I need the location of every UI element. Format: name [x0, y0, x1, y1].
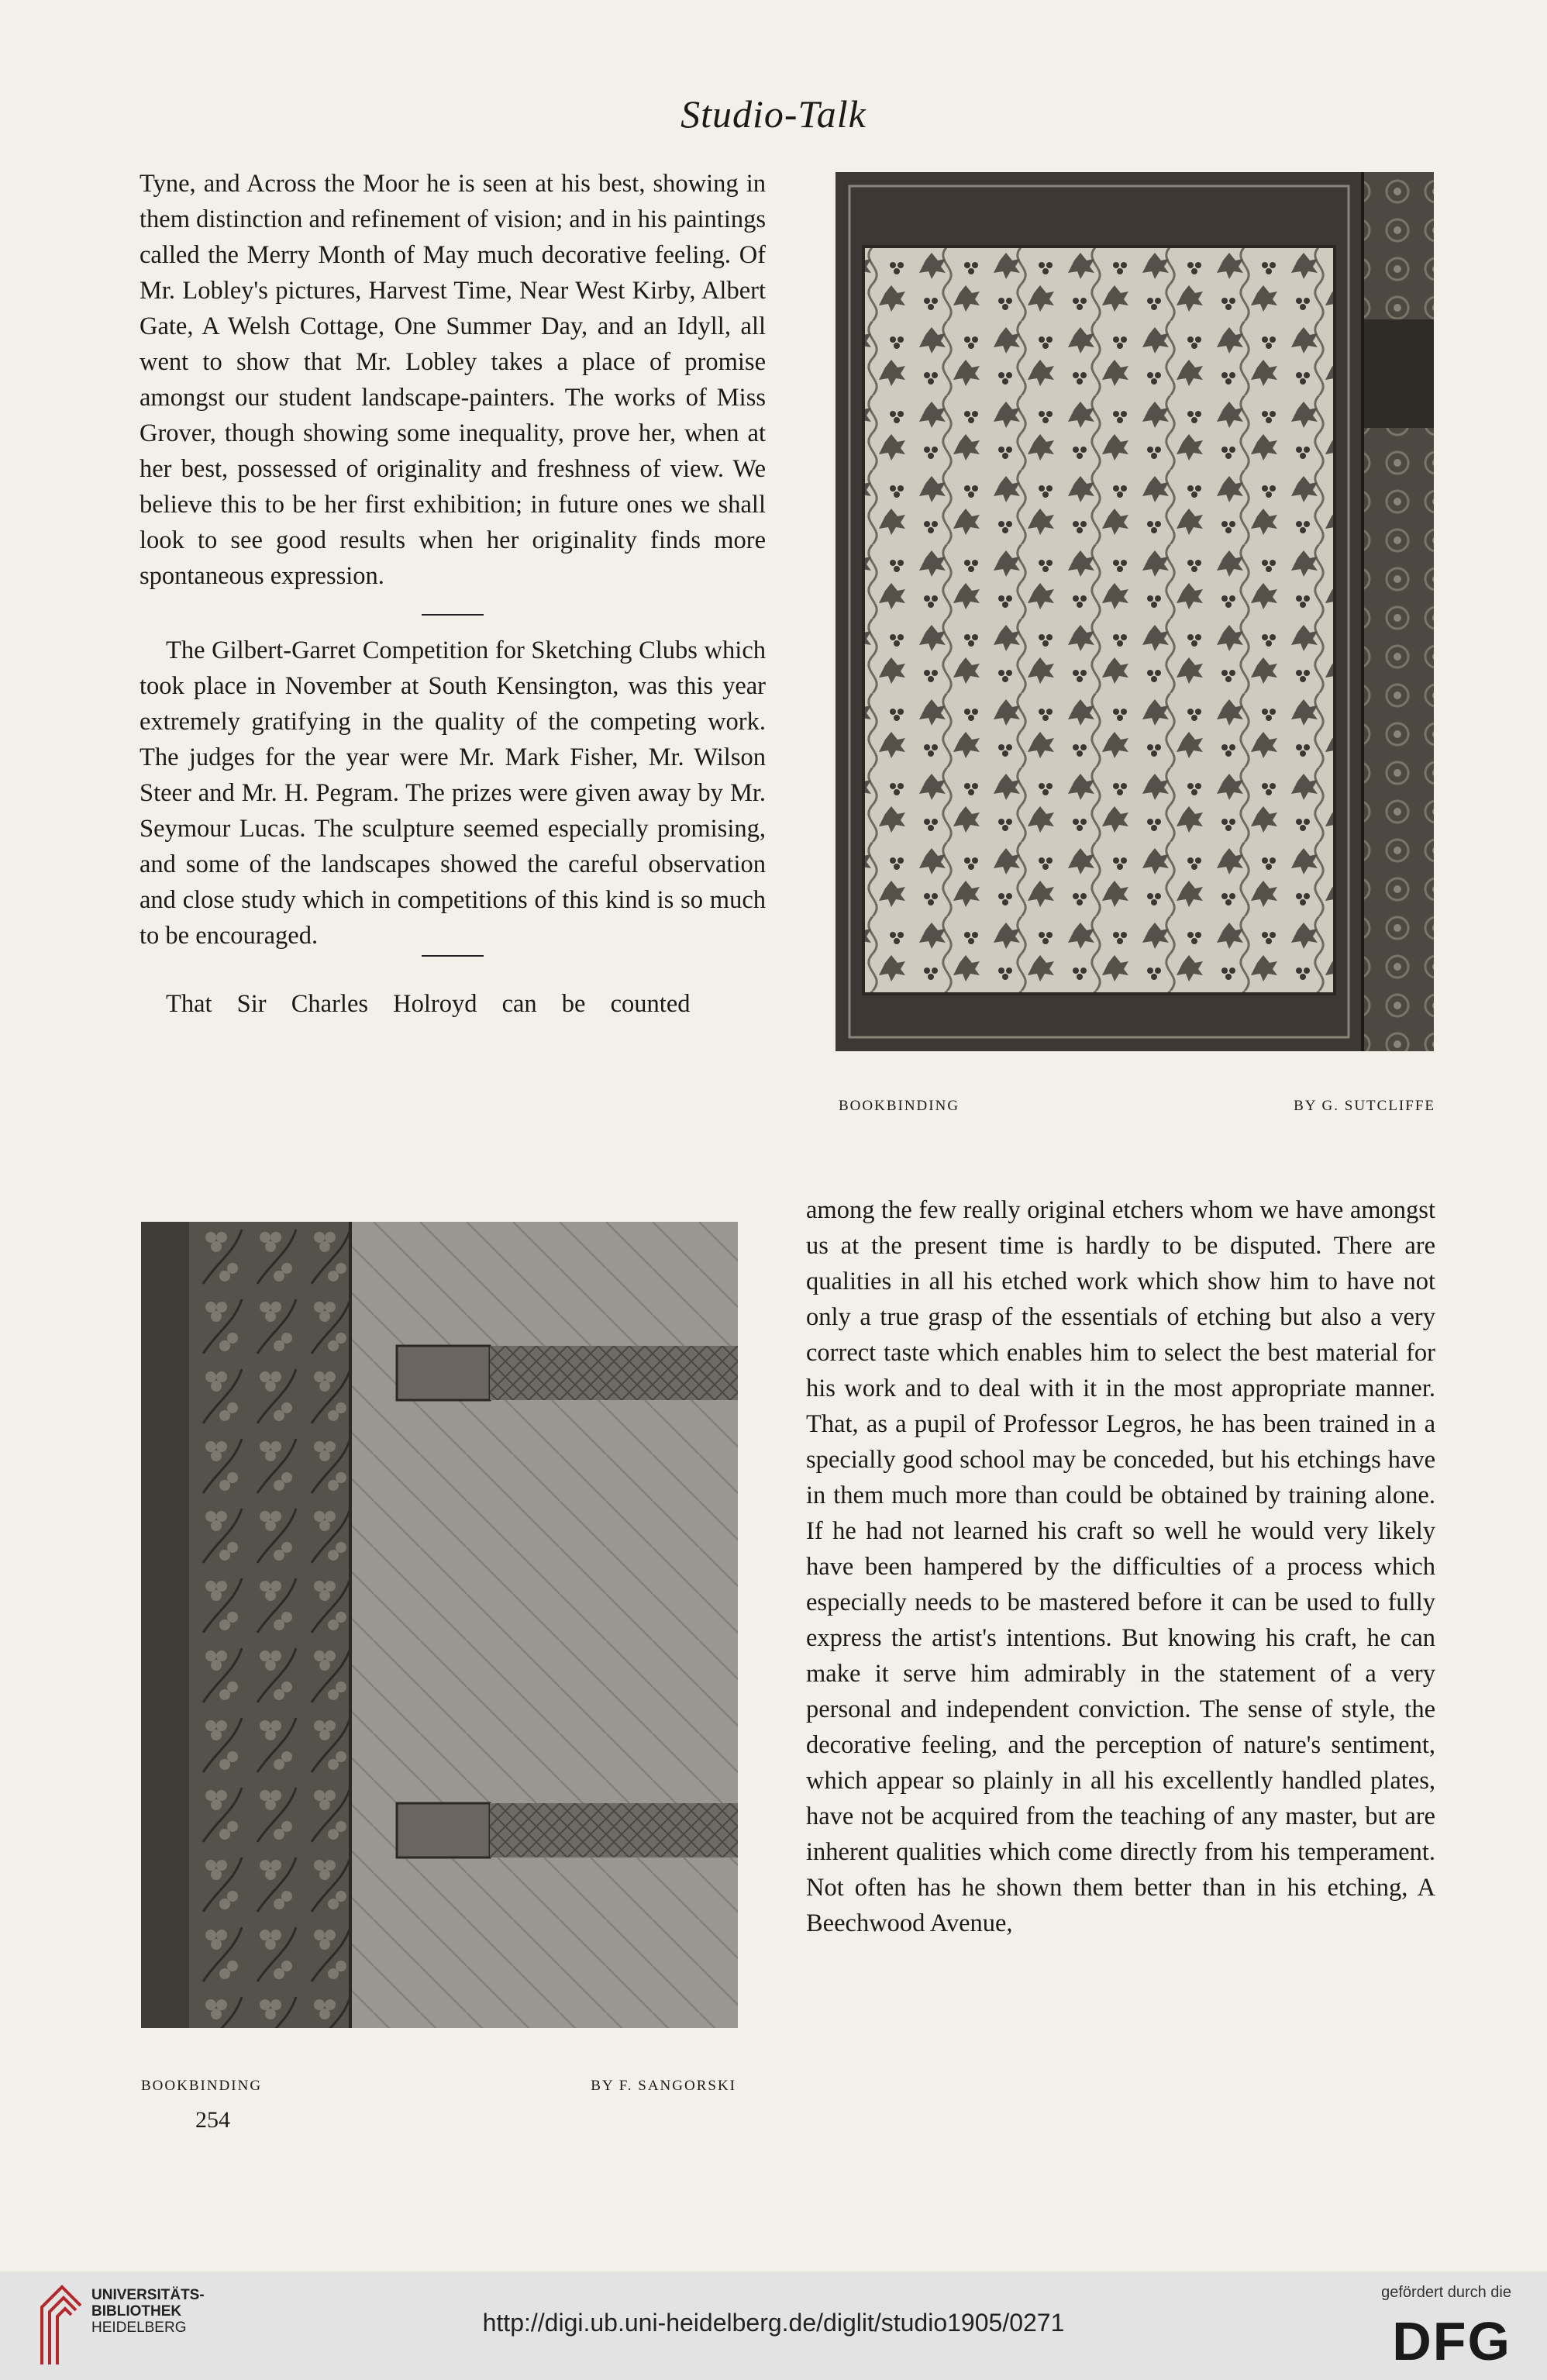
library-line-2: BIBLIOTHEK — [91, 2303, 182, 2320]
caption-label: BOOKBINDING — [839, 1098, 960, 1114]
page-number: 254 — [195, 2107, 230, 2133]
funding-label: gefördert durch die — [1381, 2284, 1511, 2301]
right-column — [806, 1192, 1435, 1941]
source-url-link[interactable]: http://digi.ub.uni-heidelberg.de/diglit/studio1905/0271 — [482, 2309, 1065, 2337]
right-paragraph: among the few really original etchers whom we have amongst us at the present time is hardly to be disputed. There are qualities in all his etched work which show him to have not only a true grasp of the essentials of etching but also a very correct taste which enables him to select the best material for his work and to deal with it in the most appropriate manner. That, as a pupil of Professor Legros, he has been trained in a specially good school may be conceded, but his etchings have in them much more than could be obtained by training alone. If he had not learned his craft so well he would very likely have been hampered by the difficulties of a process which especially needs to be mastered before it can be used to fully express the artist's intentions. But knowing his craft, he can make it serve him admirably in the statement of a very personal and independent conviction. The sense of style, the decorative feeling, and the perception of nature's sentiment, which appear so plainly in all his excellently handled plates, have not be acquired from the teaching of any master, but are inherent qualities which come directly from his temperament. Not often has he shown them better than in his etching, A Beechwood Avenue, — [806, 1196, 1435, 1937]
section-rule — [422, 614, 484, 616]
clasped-book-cover — [141, 1222, 738, 2028]
caption-credit: BY F. SANGORSKI — [591, 2078, 736, 2094]
caption-credit: BY G. SUTCLIFFE — [1294, 1098, 1435, 1114]
bookbinding-sutcliffe-image — [836, 172, 1434, 1051]
library-line-3: HEIDELBERG — [91, 2320, 187, 2336]
caption-label: BOOKBINDING — [141, 2078, 263, 2094]
left-paragraph-2: The Gilbert-Garret Competition for Sketching Clubs which took place in November at South Kensington, was this year extremely gratifying in the quality of the competing work. The judges for the year were Mr. Mark Fisher, Mr. Wilson Steer and Mr. H. Pegram. The prizes were given away by Mr. Seymour Lucas. The sculpture seemed especially promising, and some of the landscapes showed the careful observation and close study which in competitions of this kind is so much to be encouraged. — [140, 636, 766, 950]
left-column — [140, 166, 766, 1022]
left-paragraph-1: Tyne, and Across the Moor he is seen at his best, showing in them distinction and refinement of vision; and in his paintings called the Merry Month of May much decorative feeling. Of Mr. Lobley's pictures, Harvest Time, Near West Kirby, Albert Gate, A Welsh Cottage, One Summer Day, and an Idyll, all went to show that Mr. Lobley takes a place of promise amongst our student landscape-painters. The works of Miss Grover, though showing some inequality, prove her, when at her best, possessed of originality and freshness of view. We believe this to be her first exhibition; in future ones we shall look to see good results when her originality finds more spontaneous expression. — [140, 170, 766, 590]
left-paragraph-3: That Sir Charles Holroyd can be counted — [166, 990, 691, 1018]
library-line-1: UNIVERSITÄTS- — [91, 2287, 205, 2303]
running-title: Studio-Talk — [680, 92, 867, 136]
vine-pattern-cover — [836, 172, 1434, 1051]
bookbinding-sangorski-image — [141, 1222, 738, 2028]
dfg-logo: DFG — [1392, 2311, 1511, 2371]
section-rule — [422, 955, 484, 957]
